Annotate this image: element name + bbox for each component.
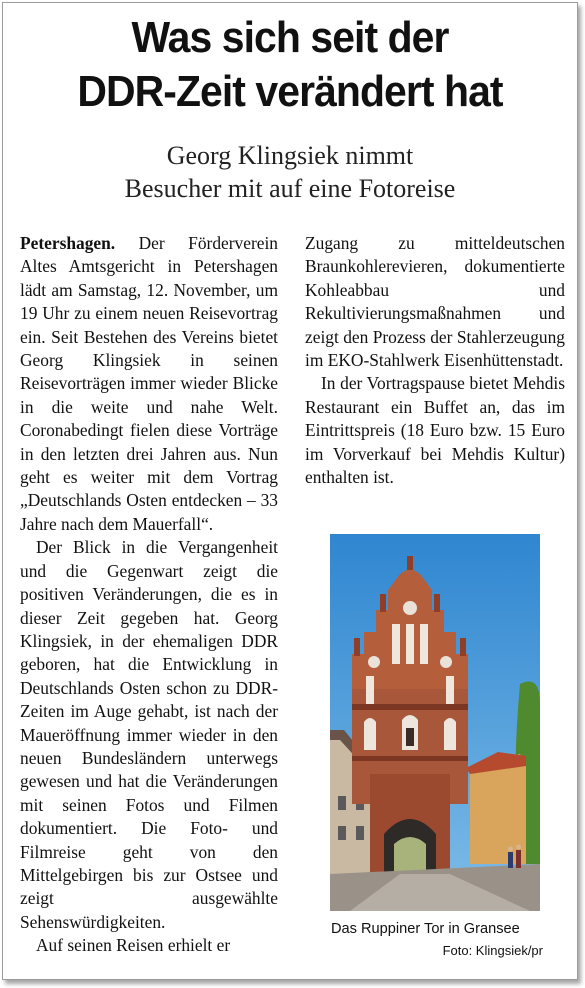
headline: [23, 11, 557, 119]
paragraph-2: Der Blick in die Vergangenheit und die Gegenwart zeigt die positiven Veränderungen, die es in dieser Zeit gegeben hat. Georg Klingsiek, in der ehemaligen DDR geboren, hat die Entwicklung in Deutschlands Osten schon zu DDR-Zeiten im Auge gehabt, ist nach der Maueröffnung immer wieder in den neuen Bundesländern unterwegs gewesen und hat die Veränderungen mit seinen Fotos und Filmen dokumentiert. Die Foto- und Filmreise geht von den Mittelgebirgen bis zur Ostsee und zeigt ausgewählte Sehenswürdigkeiten.: [20, 537, 278, 932]
photo-caption: [331, 919, 543, 961]
headline-line-1: Was sich seit der: [131, 13, 449, 62]
gate-photo-illustration: [330, 534, 540, 911]
subhead-line-1: Georg Klingsiek nimmt: [166, 141, 414, 170]
pedestrian: [508, 852, 513, 868]
newspaper-clipping: [2, 2, 578, 980]
caption-text: Das Ruppiner Tor in Gransee: [331, 921, 520, 937]
paragraph-3-continued: Zugang zu mitteldeutschen Braunkohlerevieren, dokumentierte Kohleabbau und Rekultivierungsmaßnahmen und zeigt den Prozess der Stahlerzeugung im EKO-Stahlwerk Eisenhüttenstadt.: [305, 233, 565, 371]
paragraph-4: In der Vortragspause bietet Mehdis Restaurant ein Buffet an, das im Eintrittspreis (18 Euro bzw. 15 Euro im Vorverkauf bei Mehdis Kultur) enthalten ist.: [305, 373, 565, 488]
photo-ruppiner-tor: [330, 534, 540, 911]
article-column-2: [305, 232, 565, 489]
subhead-line-2: Besucher mit auf eine Fotoreise: [124, 174, 456, 203]
paragraph-3-start: Auf seinen Reisen erhielt er: [36, 935, 231, 956]
headline-line-2: DDR-Zeit verändert hat: [77, 67, 503, 116]
dateline-kicker: Petershagen.: [20, 233, 116, 253]
paragraph-1: [20, 232, 278, 536]
photo-credit: Foto: Klingsiek/pr: [442, 943, 543, 958]
subheadline: [3, 139, 577, 205]
paragraph-1-text: Der Förderverein Altes Amtsgericht in Petershagen lädt am Samstag, 12. November, um 19 Uhr zu einem neuen Reisevortrag ein. Seit Bestehen des Vereins bietet Georg Klingsiek in seinen Reisevorträgen immer wieder Blicke in die weite und nahe Welt. Coronabedingt fielen diese Vorträge in den letzten drei Jahren aus. Nun geht es weiter mit dem Vortrag „Deutschlands Osten entdecken – 33 Jahre nach dem Mauerfall“.: [20, 233, 278, 534]
article-column-1: [20, 232, 278, 958]
rosette: [403, 601, 417, 615]
